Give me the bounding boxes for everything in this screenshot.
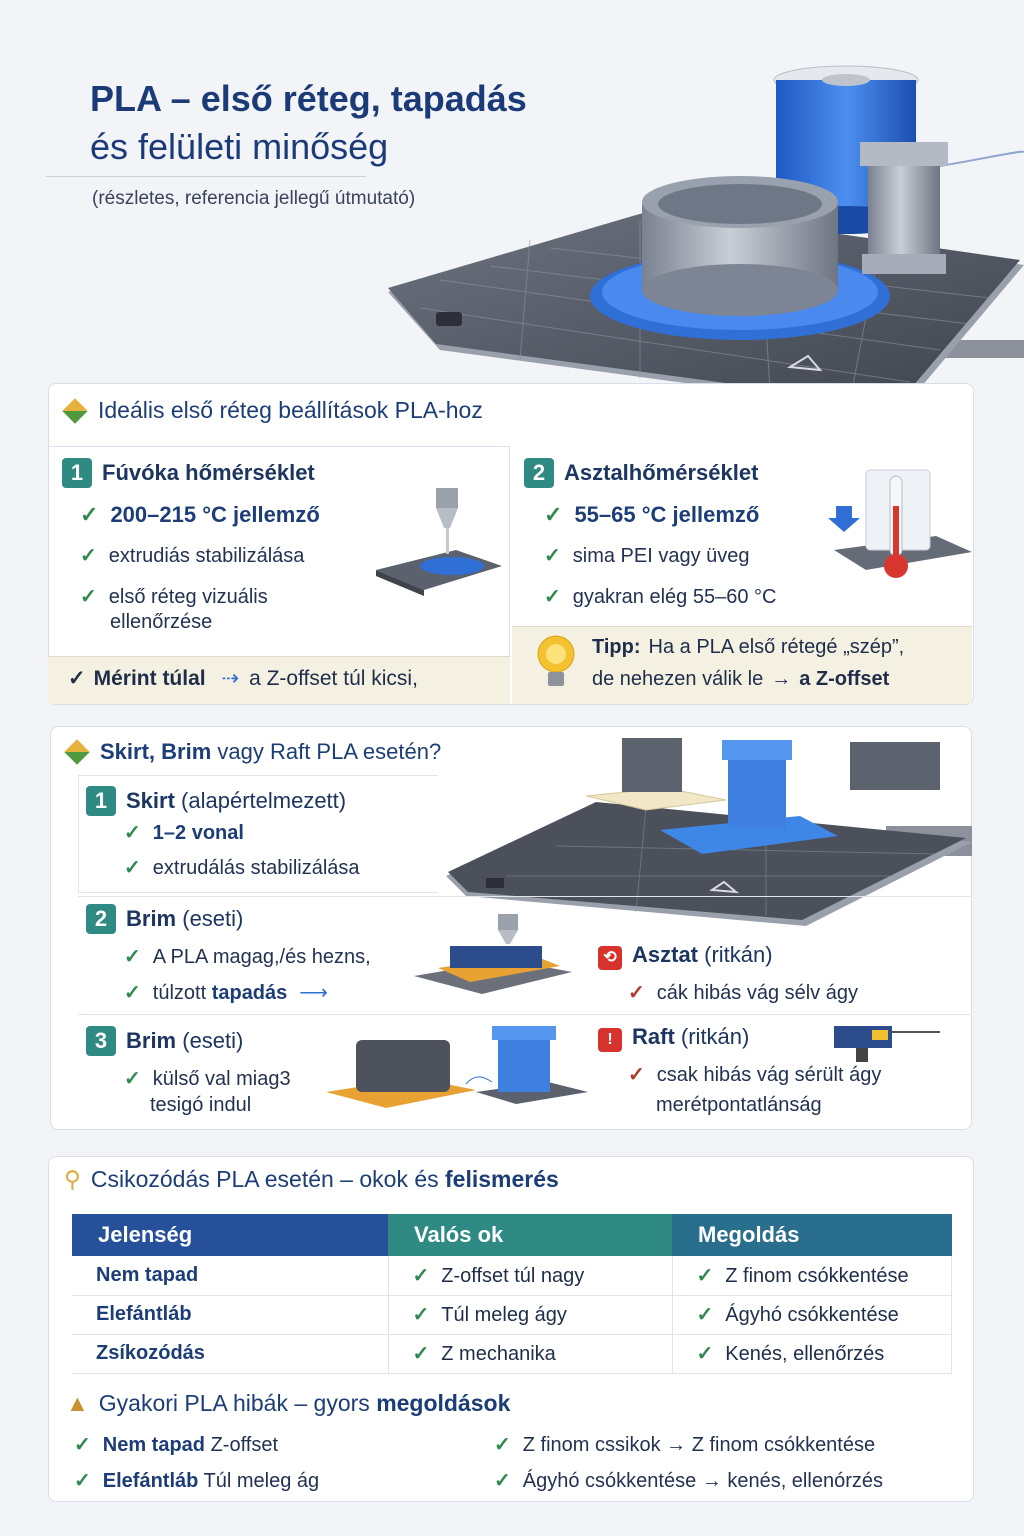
asztat-title: ⟲ Asztat (ritkán)	[598, 942, 773, 970]
brim-title: 2 Brim (eseti)	[86, 904, 243, 934]
check-icon: ✓	[494, 1470, 511, 1492]
nozzle-illustration	[372, 486, 504, 606]
list-item-continued: ellenőrzése	[110, 611, 213, 633]
nozzle-temp-range: ✓ 200–215 °C jellemző	[80, 502, 320, 527]
step-number: 1	[86, 786, 116, 816]
check-icon: ✓	[124, 857, 141, 879]
check-icon: ✓	[412, 1264, 430, 1287]
card-nozzle-title: 1 Fúvóka hőmérséklet	[62, 458, 315, 488]
check-icon: ✓	[80, 586, 97, 608]
check-icon: ✓	[544, 545, 561, 567]
table-cell: Nem tapad	[72, 1256, 388, 1295]
table-cell: ✓ Z mechanika	[388, 1334, 672, 1373]
check-icon: ✓	[124, 1068, 141, 1090]
list-item: ✓ sima PEI vagy üveg	[544, 545, 750, 567]
check-icon: ✓	[124, 982, 141, 1004]
check-icon: ✓	[628, 982, 645, 1004]
check-icon: ✓	[412, 1304, 430, 1326]
page-title: PLA – első réteg, tapadás	[90, 78, 527, 119]
step-number: 3	[86, 1026, 116, 1056]
table-row	[72, 1256, 952, 1295]
diamond-icon	[64, 739, 89, 764]
card-bed-title: 2 Asztalhőmérséklet	[524, 458, 758, 488]
list-item: ✓ túlzott tapadás ⟶	[124, 982, 328, 1004]
list-item-continued: merétpontatlánság	[656, 1094, 822, 1116]
check-icon: ✓	[74, 1434, 91, 1456]
check-icon: ✓	[124, 946, 141, 968]
list-item: ✓ A PLA magag,/és hezns,	[124, 946, 371, 968]
check-icon: ✓	[412, 1343, 430, 1365]
step-number: 2	[86, 904, 116, 934]
brim2-title: 3 Brim (eseti)	[86, 1026, 243, 1056]
quick-fix-item: ✓ Z finom cssikok → Z finom csókkentése	[494, 1434, 876, 1456]
check-icon: ✓	[696, 1343, 714, 1365]
tip-line2: de nehezen válik le → a Z-offset	[592, 668, 890, 690]
brim-tower-illustration	[326, 1022, 588, 1112]
raft-title: ! Raft (ritkán)	[598, 1024, 749, 1052]
check-icon: ✓	[74, 1470, 91, 1492]
table-row	[72, 1334, 952, 1373]
section-striping-heading: ⚲ Csikozódás PLA esetén – okok és felismerés	[64, 1166, 559, 1192]
check-icon: ✓	[544, 502, 563, 527]
divider	[46, 176, 366, 177]
warning-triangle-icon: ▲	[66, 1390, 89, 1416]
page-title-line2: és felületi minőség	[90, 126, 389, 167]
check-icon: ✓	[494, 1434, 511, 1456]
lightbulb-icon	[534, 632, 582, 696]
table-cell: ✓ Z finom csókkentése	[672, 1256, 952, 1295]
diamond-icon	[62, 398, 87, 423]
col-header: Valós ok	[388, 1214, 672, 1256]
extruder-icon	[832, 1022, 942, 1066]
list-item: ✓ gyakran elég 55–60 °C	[544, 586, 777, 608]
list-item: ✓ extrudiás stabilizálása	[80, 545, 305, 567]
warning-note-text: ✓ Mérint túlal ⇢ a Z-offset túl kicsi,	[68, 667, 418, 690]
col-header: Megoldás	[672, 1214, 952, 1256]
step-number: 2	[524, 458, 554, 488]
list-item: ✓ csak hibás vág sérült ágy	[628, 1064, 882, 1086]
quick-fix-item: ✓ Ágyhó csókkentése → kenés, ellenórzés	[494, 1470, 883, 1492]
brim-nozzle-illustration	[412, 910, 582, 1000]
table-cell: ✓ Kenés, ellenőrzés	[672, 1334, 952, 1373]
list-item: ✓ cák hibás vág sélv ágy	[628, 982, 858, 1004]
step-number: 1	[62, 458, 92, 488]
section-skirt-heading: Skirt, Brim vagy Raft PLA esetén?	[68, 739, 441, 765]
table-cell: Elefántláb	[72, 1295, 388, 1334]
skirt-title: 1 Skirt (alapértelmezett)	[86, 786, 346, 816]
refresh-warning-icon: ⟲	[598, 946, 622, 970]
list-item: ✓ első réteg vizuális	[80, 586, 268, 608]
check-icon: ✓	[80, 502, 99, 527]
table-cell: ✓ Ágyhó csókkentése	[672, 1295, 952, 1334]
check-icon: ✓	[124, 822, 141, 844]
section-quick-fixes-heading: ▲ Gyakori PLA hibák – gyors megoldások	[66, 1390, 511, 1416]
list-item: ✓ külső val miag3	[124, 1068, 291, 1090]
check-icon: ✓	[544, 586, 561, 608]
table-cell: Zsíkozódás	[72, 1334, 388, 1373]
check-icon: ✓	[696, 1304, 714, 1326]
table-cell: ✓ Túl meleg ágy	[388, 1295, 672, 1334]
check-icon: ✓	[696, 1264, 714, 1287]
list-item: ✓ extrudálás stabilizálása	[124, 857, 360, 879]
quick-fix-item: ✓ Elefántláb Túl meleg ág	[74, 1470, 320, 1492]
list-item-continued: tesigó indul	[150, 1094, 252, 1116]
quick-fix-item: ✓ Nem tapad Z-offset	[74, 1434, 279, 1456]
pin-icon: ⚲	[64, 1166, 81, 1192]
bed-temp-range: ✓ 55–65 °C jellemző	[544, 502, 760, 527]
list-item: ✓ 1–2 vonal	[124, 822, 244, 844]
check-icon: ✓	[80, 545, 97, 567]
printer-bed-illustration	[380, 60, 1024, 420]
section-first-layer-heading: Ideális első réteg beállítások PLA-hoz	[66, 397, 483, 424]
col-header: Jelenség	[72, 1214, 388, 1256]
page-subtitle: (részletes, referencia jellegű útmutató)	[92, 188, 416, 209]
table-row	[72, 1295, 952, 1334]
thermometer-icon	[826, 466, 972, 586]
alert-icon: !	[598, 1028, 622, 1052]
check-icon: ✓	[628, 1064, 645, 1086]
table-cell: ✓ Z-offset túl nagy	[388, 1256, 672, 1295]
tip-line1: Tipp: Ha a PLA első rétegé „szép”,	[592, 636, 905, 658]
striping-table	[72, 1214, 952, 1374]
